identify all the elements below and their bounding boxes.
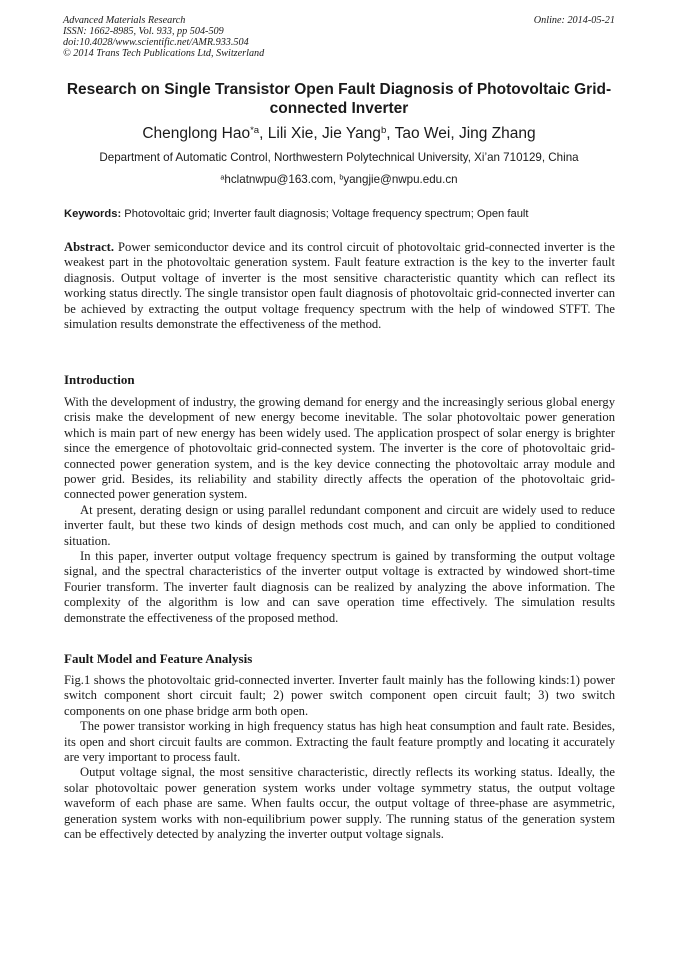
abstract-paragraph [64,240,615,332]
body-paragraph: At present, derating design or using parallel redundant component and circuit are widely used to reduce inverter fault, but these two kinds of design methods cost much, and can only be applied to conditioned situation. [64,502,615,548]
abstract-text: Power semiconductor device and its control circuit of photovoltaic grid-connected inverter is the weakest part in the photovoltaic generation system. Fault feature extraction is the key to the inverter fault diagnosis. Output voltage of inverter is the most sensitive characteristic quantity which can reflect its working status directly. The single transistor open fault diagnosis of photovoltaic grid-connected inverter can be achieved by extracting the output voltage frequency spectrum with the help of windowed STFT. The simulation results demonstrate the effectiveness of the method. [64,240,615,332]
author-name: Chenglong Hao [142,125,251,142]
email-superscript: b [339,172,344,182]
fault-model-section [64,673,615,842]
email-address: yangjie@nwpu.edu.cn [343,173,458,186]
email-line [60,172,618,187]
issn-line: ISSN: 1662-8985, Vol. 933, pp 504-509 [63,26,224,37]
body-paragraph: In this paper, inverter output voltage frequency spectrum is gained by transforming the output voltage signal, and the spectral characteristics of the inverter output voltage is extracted by windowed short-time Fourier transform. The inverter fault diagnosis can be realized by analyzing the above information. The complexity of the algorithm is low and can save operation time effectively. The simulation results demonstrate the effectiveness of the proposed method. [64,549,615,625]
author-names: , Tao Wei, Jing Zhang [386,125,536,142]
author-superscript: b [380,125,387,137]
journal-name: Advanced Materials Research [63,15,186,26]
email-superscript: a [220,172,225,182]
email-address: hclatnwpu@163.com, [224,173,340,186]
affiliation: Department of Automatic Control, Northwestern Polytechnical University, Xi’an 710129, China [99,151,579,164]
abstract [64,240,615,332]
author-names: , Lili Xie, Jie Yang [259,125,381,142]
author-list [60,124,618,143]
keywords-label: Keywords: [64,208,122,220]
body-paragraph: With the development of industry, the growing demand for energy and the increasingly serious global energy crisis make the development of new energy become inevitable. The solar photovoltaic power generation which is main part of new energy has been widely used. The application prospect of solar energy is brighter since the emergence of photovoltaic grid-connected system. The inverter is the core of photovoltaic grid-connected power generation system, and is the key device connecting the photovoltaic array module and power grid. Besides, its reliability and stability directly affects the operation of the photovoltaic grid-connected power generation system. [64,395,615,502]
keywords-text: Photovoltaic grid; Inverter fault diagnosis; Voltage frequency spectrum; Open fault [121,208,529,220]
copyright-line: © 2014 Trans Tech Publications Ltd, Switzerland [63,48,265,59]
doi-line: doi:10.4028/www.scientific.net/AMR.933.504 [63,37,249,48]
online-date: Online: 2014-05-21 [533,15,615,26]
paper-title: Research on Single Transistor Open Fault Diagnosis of Photovoltaic Grid-connected Inverter [66,81,612,117]
author-superscript: *a [250,125,260,137]
keywords-line [64,207,616,221]
body-paragraph: Output voltage signal, the most sensitive characteristic, directly reflects its working status. Ideally, the solar photovoltaic power generation system works under voltage symmetry status, the output voltage waveform of each phase are same. When faults occur, the output voltage of three-phase are asymmetric, generation system works with non-equilibrium power supply. The running status of the generation system can be effectively detected by analyzing the inverter output voltage signals. [64,765,615,842]
body-paragraph: Fig.1 shows the photovoltaic grid-connected inverter. Inverter fault mainly has the following kinds:1) power switch component short circuit fault; 2) power switch component open circuit fault; 3) two switch components on one phase bridge arm both open. [64,673,615,718]
abstract-label: Abstract. [64,240,115,254]
introduction-section [64,395,615,626]
body-paragraph: The power transistor working in high frequency status has high heat consumption and fault rate. Besides, its open and short circuit faults are common. Extracting the fault feature promptly and locating it accurately are very important to process fault. [64,719,615,765]
publication-header [63,15,615,59]
section-heading-fault-model: Fault Model and Feature Analysis [64,651,253,666]
section-heading-introduction: Introduction [64,372,135,387]
